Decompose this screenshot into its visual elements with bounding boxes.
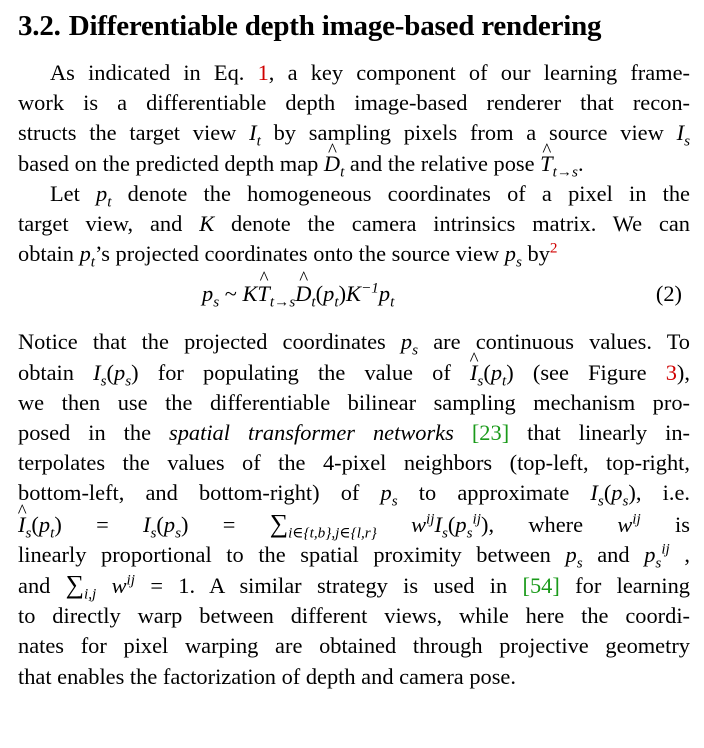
text-line: obtain $I_s(p_s)$ for populating the value of ^ $I_s(p_t)$ (see Figure 3), <box>18 358 690 388</box>
text-line: ^ $I_s(p_t) = I_s(p_s) = \sum_{i\in\{t,b\},j\in\{l,r\}}$ $w^{ij}I_s(p_s^{ij})$, where $w^{ij}$ is <box>18 509 690 540</box>
section-heading <box>18 6 690 46</box>
equation-link[interactable]: 1 <box>257 60 269 85</box>
paragraph-1 <box>18 58 690 179</box>
text-line: that enables the factorization of depth and camera pose. <box>18 663 516 689</box>
text-line: As indicated in Eq. 1, a key component of our learning frame- <box>50 60 690 85</box>
equation-number: (2) <box>655 281 682 307</box>
text-line: bottom-left, and bottom-right) of $p_s$ to approximate $I_s(p_s)$, i.e. <box>18 480 690 510</box>
text-line: obtain $p_t’s$ projected coordinates onto the source view $p_s$ by$^2$ <box>18 239 558 271</box>
paragraph-2 <box>18 179 690 270</box>
text-line: linearly proportional to the spatial proximity between $p_s$ and $p_s^{ij}$ , <box>18 540 691 572</box>
section-number: 3.2. <box>18 10 61 42</box>
text-line: we then use the differentiable bilinear sampling mechanism pro- <box>18 389 690 415</box>
text-line: target view, and K denote the camera intrinsics matrix. We can <box>18 211 690 237</box>
footnote-link[interactable]: 2 <box>549 239 558 257</box>
text-line: structs the target view $I_t$ by sampling pixels from a source view $I_s$ <box>18 120 690 150</box>
text-line: to directly warp between different views, while here the coordi- <box>18 603 690 629</box>
paragraph-3 <box>18 327 690 691</box>
section-title: Differentiable depth image-based rendering <box>68 10 602 42</box>
citation-link[interactable]: [54] <box>522 573 560 599</box>
text-line: work is a differentiable depth image-based renderer that recon- <box>18 90 690 116</box>
equation-2 <box>18 269 690 327</box>
figure-link[interactable]: 3 <box>665 359 677 385</box>
text-line: based on the predicted depth map ^ $D_t$ and the relative pose ^ $T_{t\to s}$. <box>18 149 690 179</box>
text-line: and $\sum_{i,j}$ $w^{ij} = 1$. A similar strategy is used in [54] for learning <box>18 570 690 603</box>
text-line: Notice that the projected coordinates $p_s$ are continuous values. To <box>18 329 690 359</box>
text-line: terpolates the values of the 4-pixel neighbors (top-left, top-right, <box>18 450 690 476</box>
text-line: nates for pixel warping are obtained through projective geometry <box>18 633 690 659</box>
paper-section <box>18 6 690 692</box>
text-line: Let $p_t$ denote the homogeneous coordinates of a pixel in the <box>50 180 690 211</box>
equation-body: $p_s$ ~ K^ $T_{t\to s}\^{}$ $D_t(p_t)K^{-1}p_t$ <box>202 281 394 307</box>
citation-link[interactable]: [23] <box>471 420 510 446</box>
text-line: posed in the spatial transformer networks [23] that linearly in- <box>18 420 690 446</box>
